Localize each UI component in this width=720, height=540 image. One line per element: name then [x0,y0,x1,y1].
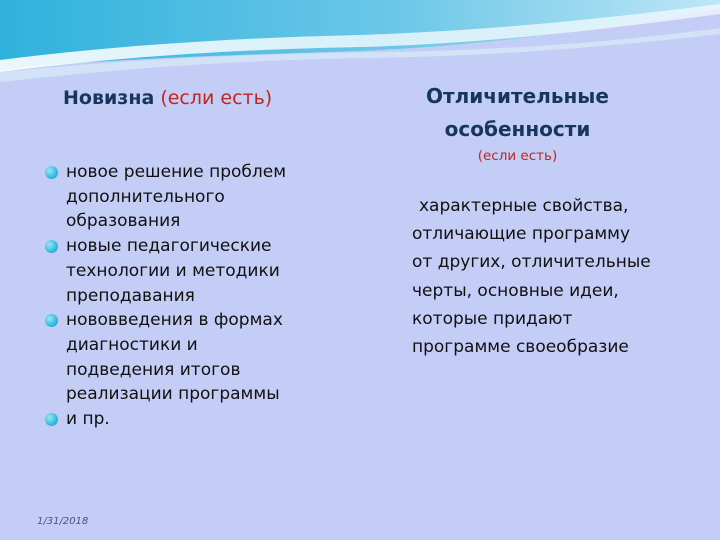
body-line: черты, основные идеи, [412,280,619,301]
right-column-heading [390,80,645,146]
body-line: характерные свойства, [419,196,629,216]
body-line: программе своеобразие [412,337,629,358]
bullet-item [45,308,345,407]
slide-date: 1/31/2018 [37,516,89,527]
left-column-heading [63,86,363,110]
right-heading-qualifier: (если есть) [477,148,558,164]
bullet-line: диагностики и [66,334,198,355]
bullet-line: и пр. [66,409,110,430]
bullet-line: образования [66,211,181,232]
bullet-line: нововведения в формах [66,310,283,331]
bullet-item [45,407,345,432]
body-line: которые придают [412,308,573,329]
left-heading-title: Новизна [63,87,155,109]
bullet-item [45,160,345,234]
bullet-dot-icon [45,413,58,426]
bullet-line: преподавания [66,285,195,306]
distinctive-features-text [412,192,697,361]
bullet-line: дополнительного [66,186,225,207]
right-heading-line: особенности [444,117,591,141]
body-line: от других, отличительные [412,252,651,273]
novelty-bullet-list [45,160,345,432]
bullet-line: реализации программы [66,384,280,405]
bullet-line: технологии и методики [66,260,280,281]
left-heading-qualifier: (если есть) [160,87,273,109]
body-line: отличающие программу [412,224,631,245]
header-wave-decoration [0,0,720,90]
bullet-line: новые педагогические [66,236,272,257]
bullet-dot-icon [45,314,58,327]
right-heading-line: Отличительные [426,84,609,108]
bullet-dot-icon [45,240,58,253]
bullet-dot-icon [45,166,58,179]
bullet-line: новое решение проблем [66,162,287,182]
bullet-line: подведения итогов [66,359,241,380]
bullet-item [45,234,345,308]
